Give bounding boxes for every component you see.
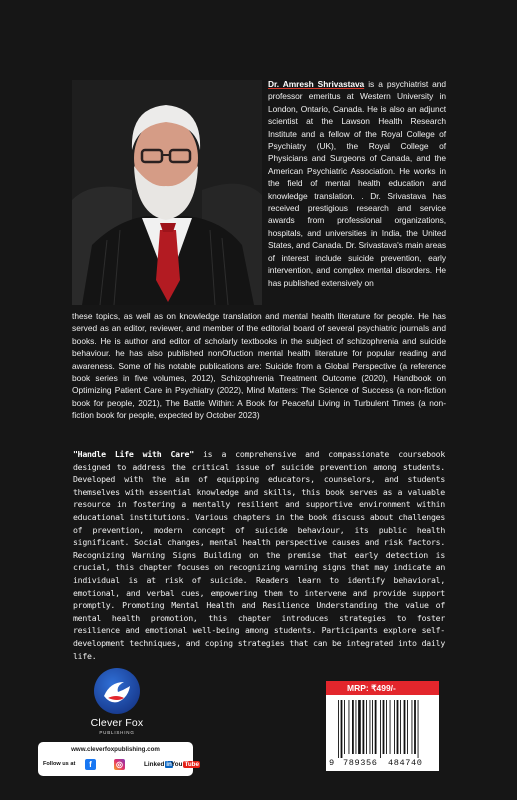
barcode-stripe bbox=[383, 700, 385, 754]
barcode-stripe bbox=[372, 700, 373, 754]
author-bio-continued: these topics, as well as on knowledge translation and mental health literature for people. He has served as an editor, reviewer, and member of the editorial board of several psychiatric journals and books. He is author and editor of scholarly textbooks in the subject of schizophrenia and suicide behaviour. he has also published nonOfuction mental health literature for popular reading and awareness. Some of his notable publications are: Suicide from a Global Perspective (a reference book series in five volumes, 2012), Schizophrenia Treatment Outcome (2020), Handbook on Optimizing Patient Care in Psychiatry (2022), Mind Matters: The Science of Success (a non-fiction book for people, 2021), The Battle Within: A Book for Peaceful Living in Turbulent Times (a non-fiction book for people, expected by October 2023) bbox=[72, 311, 446, 421]
publisher-sub: PUBLISHING bbox=[99, 730, 135, 735]
author-bio-side-text: is a psychiatrist and professor emeritus at Western University in London, Ontario, Canada. He is also an adjunct scientist at the Lawson Health Research Institute and a fellow of the Royal College of Psychiatry (UK), the Royal College of Physicians and Surgeons of Canada, and the American Psychiatric Association. He works in the field of mental health education and knowledge translation. . Dr. Srivastava has received prestigious research and service awards from professional organizations, hospitals, and universities in India, the United States, and Canada. Dr. Srivastava's main areas of interest include suicide prevention, early intervention, and complex mental disorders. He has published extensively on bbox=[268, 79, 447, 288]
isbn-digits-left: 789356 bbox=[343, 758, 378, 768]
barcode-stripe bbox=[338, 700, 339, 758]
book-description-text: is a comprehensive and compassionate coursebook designed to address the critical issue of suicide prevention among students. Developed with the aim of equipping educators, counselors, and students themselves with essential knowledge and skills, this book serves as a valuable resource in fostering a mentally resilient and supportive environment within educational institutions. Various chapters in the book discuss about challenges of prevention, modern concept of suicide behaviour, its public health significant. Social changes, mental health perspective causes and risk factors. Recognizing Warning Signs Building on the premise that early detection is crucial, this chapter focuses on recognizing warning signs that may indicate an individual is at risk of suicide. Readers learn to identify behavioral, emotional, and verbal cues, empowering them to intervene and provide support promptly. Promoting Mental Health and Resilience Understanding the value of mental health promotion, this chapter introduces strategies to foster resilience and emotional well-being among students. Participants explore self-development techniques, and coping strategies that can be integrated into daily life. bbox=[73, 449, 446, 661]
linkedin-icon[interactable] bbox=[144, 758, 173, 770]
publisher-logo bbox=[78, 668, 156, 738]
author-portrait-illustration bbox=[72, 80, 262, 305]
barcode-stripe bbox=[390, 700, 391, 754]
youtube-icon[interactable] bbox=[171, 758, 200, 770]
barcode-stripe bbox=[341, 700, 343, 758]
instagram-icon[interactable]: ◎ bbox=[114, 758, 125, 770]
author-photo bbox=[72, 80, 262, 305]
barcode-stripe bbox=[414, 700, 416, 754]
book-description bbox=[73, 448, 445, 662]
mrp-price: MRP: ₹499/- bbox=[326, 681, 439, 695]
barcode-stripe bbox=[358, 700, 361, 754]
facebook-icon[interactable]: f bbox=[85, 758, 96, 770]
barcode-stripe bbox=[370, 700, 371, 754]
barcode-block bbox=[326, 681, 439, 771]
linkedin-badge: in bbox=[166, 760, 172, 768]
barcode-stripe bbox=[349, 700, 350, 754]
author-bio-side bbox=[268, 78, 446, 289]
barcode-stripe bbox=[386, 700, 387, 754]
barcode-stripe bbox=[397, 700, 399, 754]
barcode-stripe bbox=[404, 700, 406, 754]
barcode-stripe bbox=[400, 700, 401, 754]
barcode-stripe bbox=[366, 700, 367, 754]
contact-box bbox=[38, 742, 200, 776]
publisher-url[interactable]: www.cleverfoxpublishing.com bbox=[71, 746, 160, 753]
book-title: "Handle Life with Care" bbox=[73, 449, 194, 459]
barcode-stripe bbox=[407, 700, 408, 754]
isbn-digits-right: 484740 bbox=[388, 758, 423, 768]
barcode-stripe bbox=[418, 700, 419, 758]
barcode-stripe bbox=[375, 700, 377, 754]
isbn-digit-first: 9 bbox=[329, 758, 335, 768]
barcode-stripe bbox=[356, 700, 357, 754]
author-name: Dr. Amresh Shrivastava bbox=[268, 79, 365, 89]
youtube-badge: Tube bbox=[184, 760, 200, 768]
barcode-stripe bbox=[344, 700, 345, 754]
publisher-name: Clever Fox bbox=[90, 717, 144, 729]
youtube-text: You bbox=[171, 760, 183, 768]
barcode-bars bbox=[336, 700, 429, 758]
barcode-stripe bbox=[363, 700, 365, 754]
barcode-stripe bbox=[380, 700, 381, 758]
fox-icon bbox=[94, 668, 140, 714]
barcode-stripe bbox=[412, 700, 413, 754]
barcode-stripe bbox=[394, 700, 395, 754]
barcode-stripe bbox=[352, 700, 354, 754]
follow-label: Follow us at bbox=[43, 761, 76, 767]
linkedin-text: Linked bbox=[144, 760, 165, 768]
